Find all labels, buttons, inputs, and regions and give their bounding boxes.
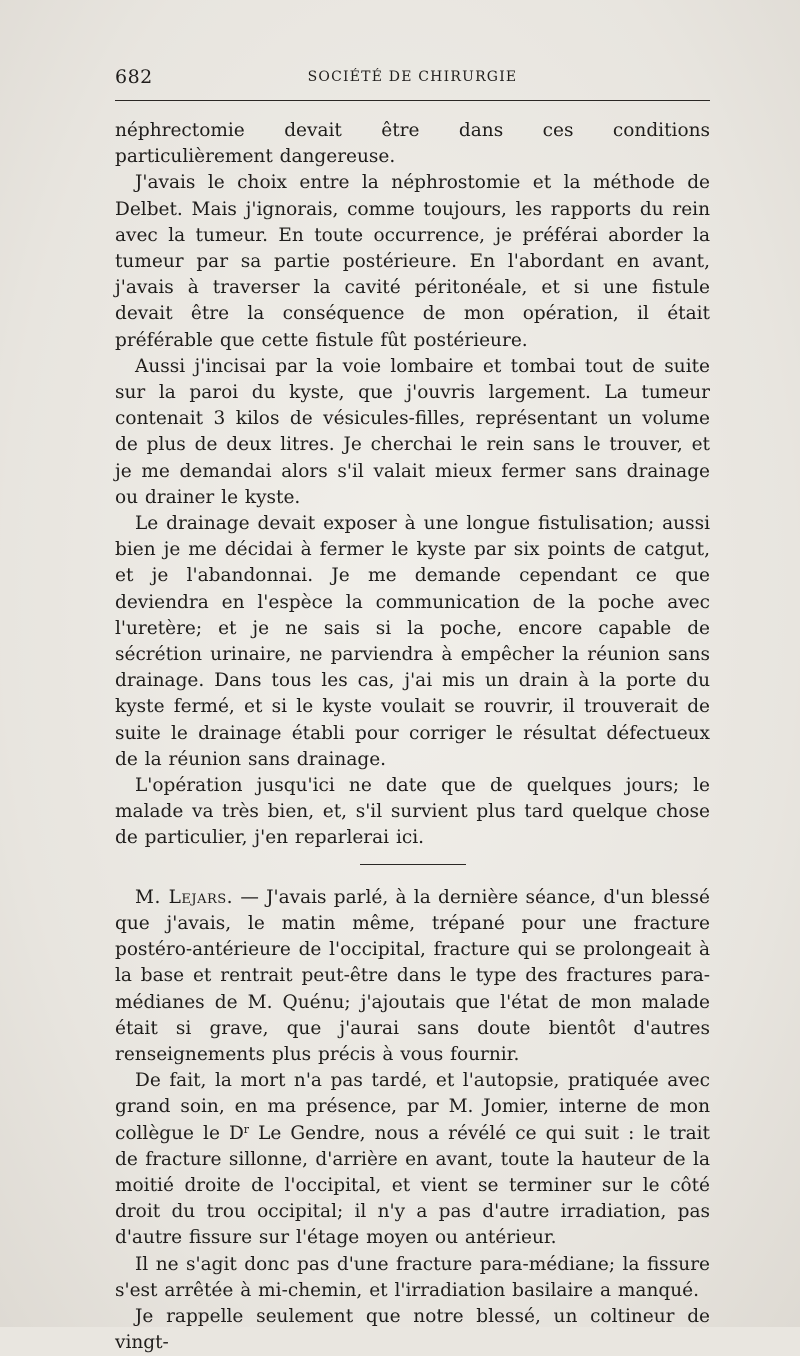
paragraph-part: De fait, la mort n'a pas tardé, et l'autopsie, pratiquée avec grand soin, en ma présence, par M. Jomier, interne de mon collègue le D — [115, 1070, 710, 1144]
header-rule — [115, 100, 710, 101]
paragraph-continued: néphrectomie devait être dans ces conditions particulièrement dangereuse. — [115, 120, 710, 168]
paragraph: L'opération jusqu'ici ne date que de quelques jours; le malade va très bien, et, s'il survient plus tard quelque chose de particulier, j'en reparlerai ici. — [115, 775, 710, 849]
page-number: 682 — [115, 66, 153, 88]
paragraph — [115, 1068, 710, 1251]
paragraph-part: Le Gendre, nous a révélé ce qui suit : le trait de fracture sillonne, d'arrière en avant, toute la hauteur de la moitié droite de l'occipital, et vient se terminer sur le côté droit du trou occipital; il n'y a pas d'autre irradiation, pas d'autre fissure sur l'étage moyen ou antérieur. — [115, 1122, 710, 1249]
paragraph: Il ne s'agit donc pas d'une fracture para-médiane; la fissure s'est arrêtée à mi-chemin, et l'irradiation basilaire a manqué. — [115, 1253, 710, 1301]
body-text — [115, 118, 710, 1356]
section-divider — [360, 864, 466, 865]
superscript: r — [243, 1122, 250, 1136]
paragraph: Le drainage devait exposer à une longue fistulisation; aussi bien je me décidai à fermer le kyste par six points de catgut, et je l'abandonnai. Je me demande cependant ce que deviendra en l'espèce la communication de la poche avec l'uretère; et je ne sais si la poche, encore capable de sécrétion urinaire, ne parviendra à empêcher la réunion sans drainage. Dans tous les cas, j'ai mis un drain à la porte du kyste fermé, et si le kyste voulait se rouvrir, il trouverait de suite le drainage établi pour corriger le résultat défectueux de la réunion sans drainage. — [115, 513, 710, 770]
speaker-text: — J'avais parlé, à la dernière séance, d'un blessé que j'avais, le matin même, trépané pour une fracture postéro-antérieure de l'occipital, fracture qui se prolongeait à la base et rentrait peut-être dans le type des fractures para-médianes de M. Quénu; j'ajoutais que l'état de mon malade était si grave, que j'aurai sans doute bientôt d'autres renseignements plus précis à vous fournir. — [115, 886, 710, 1065]
paragraph: Aussi j'incisai par la voie lombaire et tombai tout de suite sur la paroi du kyste, que j'ouvris largement. La tumeur contenait 3 kilos de vésicules-filles, représentant un volume de plus de deux litres. Je cherchai le rein sans le trouver, et je me demandai alors s'il valait mieux fermer sans drainage ou drainer le kyste. — [115, 355, 710, 508]
running-head: SOCIÉTÉ DE CHIRURGIE — [307, 69, 518, 85]
page-header — [115, 66, 710, 90]
paragraph-speaker — [115, 885, 710, 1068]
speaker-name: M. Lejars. — [135, 886, 234, 908]
paragraph-last: Je rappelle seulement que notre blessé, un coltineur de vingt- — [115, 1305, 710, 1354]
paragraph: J'avais le choix entre la néphrostomie et la méthode de Delbet. Mais j'ignorais, comme toujours, les rapports du rein avec la tumeur. En toute occurrence, je préférai aborder la tumeur par sa partie postérieure. En l'abordant en avant, j'avais à traverser la cavité péritonéale, et si une fistule devait être la conséquence de mon opération, il était préférable que cette fistule fût postérieure. — [115, 172, 710, 351]
